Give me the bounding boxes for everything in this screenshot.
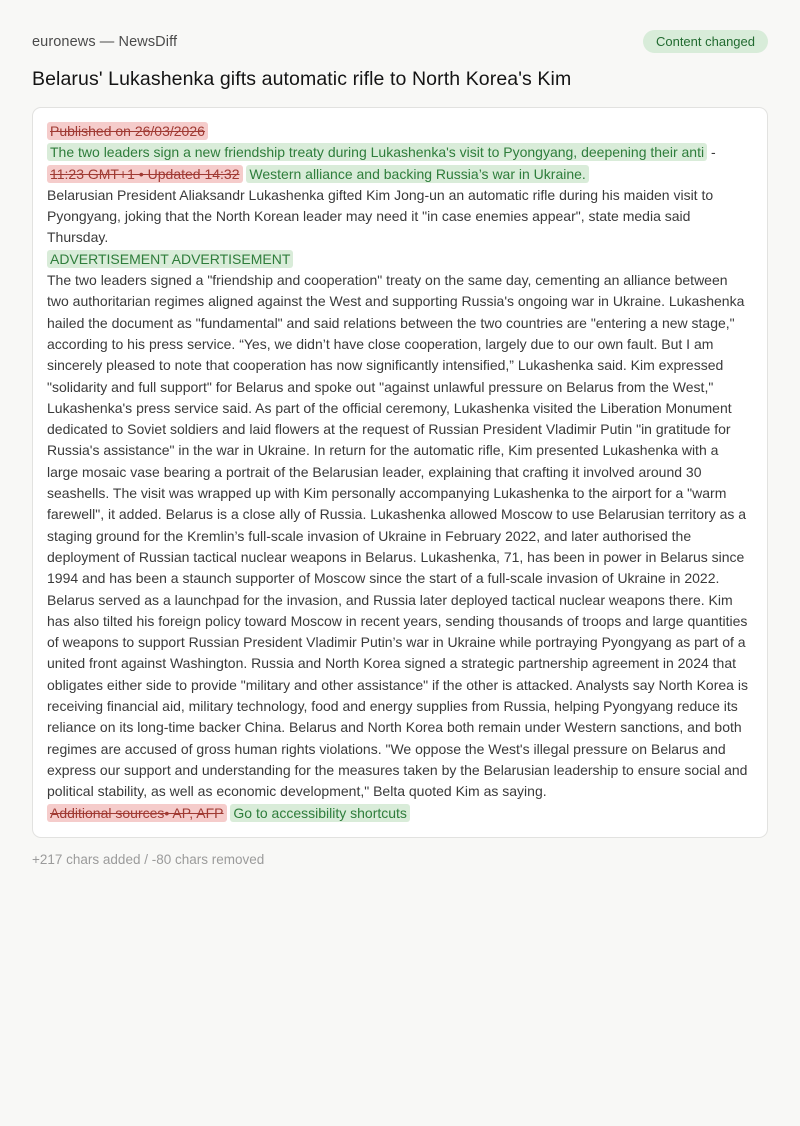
- diff-paragraph: [47, 249, 753, 270]
- diff-plain-segment: Belarusian President Aliaksandr Lukashenka gifted Kim Jong-un an automatic rifle during his maiden visit to Pyongyang, joking that the North Korean leader may need it "in case enemies appear", state media said Thursday.: [47, 186, 714, 246]
- diff-added-segment: Western alliance and backing Russia’s war in Ukraine.: [246, 165, 588, 183]
- diff-removed-segment: Additional sources• AP, AFP: [47, 804, 227, 822]
- diff-stats: +217 chars added / -80 chars removed: [32, 851, 265, 867]
- diff-added-segment: ADVERTISEMENT ADVERTISEMENT: [47, 250, 293, 268]
- app-title: euronews — NewsDiff: [32, 33, 178, 50]
- diff-added-segment: The two leaders sign a new friendship treaty during Lukashenka's visit to Pyongyang, deepening their anti: [47, 143, 707, 161]
- diff-paragraph: [47, 270, 753, 802]
- diff-paragraph: [47, 803, 753, 824]
- diff-plain-segment: The two leaders signed a "friendship and cooperation" treaty on the same day, cementing an alliance between two authoritarian regimes aligned against the West and supporting Russia's ongoing war in Ukraine. Lukashenka hailed the document as "fundamental" and said relations between the two countries are "entering a new stage," according to his press service. “Yes, we didn’t have close cooperation, largely due to our own fault. But I am sincerely pleased to note that cooperation has now significantly intensified,” Lukashenka said. Kim expressed "solidarity and full support" for Belarus and spoke out "against unlawful pressure on Belarus from the West," Lukashenka's press service said. As part of the official ceremony, Lukashenka visited the Liberation Monument dedicated to Soviet soldiers and laid flowers at the request of Russian President Vladimir Putin "in gratitude for Russia's assistance" in the war in Ukraine. In return for the automatic rifle, Kim presented Lukashenka with a large mosaic vase bearing a portrait of the Belarusian leader, explaining that crafting it involved around 30 seashells. The visit was wrapped up with Kim personally accompanying Lukashenka to the airport for a "warm farewell", it added. Belarus is a close ally of Russia. Lukashenka allowed Moscow to use Belarusian territory as a staging ground for the Kremlin’s full-scale invasion of Ukraine in February 2022, and later authorised the deployment of Russian tactical nuclear weapons in Belarus. Lukashenka, 71, has been in power in Belarus since 1994 and has been a staunch supporter of Moscow since the start of a full-scale invasion of Ukraine in 2022. Belarus served as a launchpad for the invasion, and Russia later deployed tactical nuclear weapons there. Kim has also tilted his foreign policy toward Moscow in recent years, sending thousands of troops and large quantities of weapons to support Russian President Vladimir Putin’s war in Ukraine while portraying Pyongyang as part of a united front against Washington. Russia and North Korea signed a strategic partnership agreement in 2024 that obligates either side to provide "military and other assistance" if the other is attacked. Analysts say North Korea is receiving financial aid, military technology, food and energy supplies from Russia, helping Pyongyang reduce its reliance on its long-time backer China. Belarus and North Korea both remain under Western sanctions, and both regimes are accused of gross human rights violations. "We oppose the West's illegal pressure on Belarus and express our support and understanding for the measures taken by the Belarusian leadership to ensure social and political stability, as well as economic development," Belta quoted Kim as saying.: [47, 272, 748, 800]
- diff-paragraph: [47, 185, 753, 249]
- diff-removed-segment: 11:23 GMT+1 • Updated 14:32: [47, 165, 243, 183]
- diff-card: [32, 107, 768, 838]
- diff-plain-segment: -: [707, 144, 716, 161]
- content-changed-badge: Content changed: [643, 30, 768, 53]
- article-title: Belarus' Lukashenka gifts automatic rifle to North Korea's Kim: [32, 68, 572, 90]
- diff-paragraph: [47, 142, 753, 185]
- header: [32, 30, 768, 53]
- diff-added-segment: Go to accessibility shortcuts: [230, 804, 410, 822]
- diff-body: [47, 121, 753, 824]
- diff-paragraph: [47, 121, 753, 142]
- diff-removed-segment: Published on 26/03/2026: [47, 122, 208, 140]
